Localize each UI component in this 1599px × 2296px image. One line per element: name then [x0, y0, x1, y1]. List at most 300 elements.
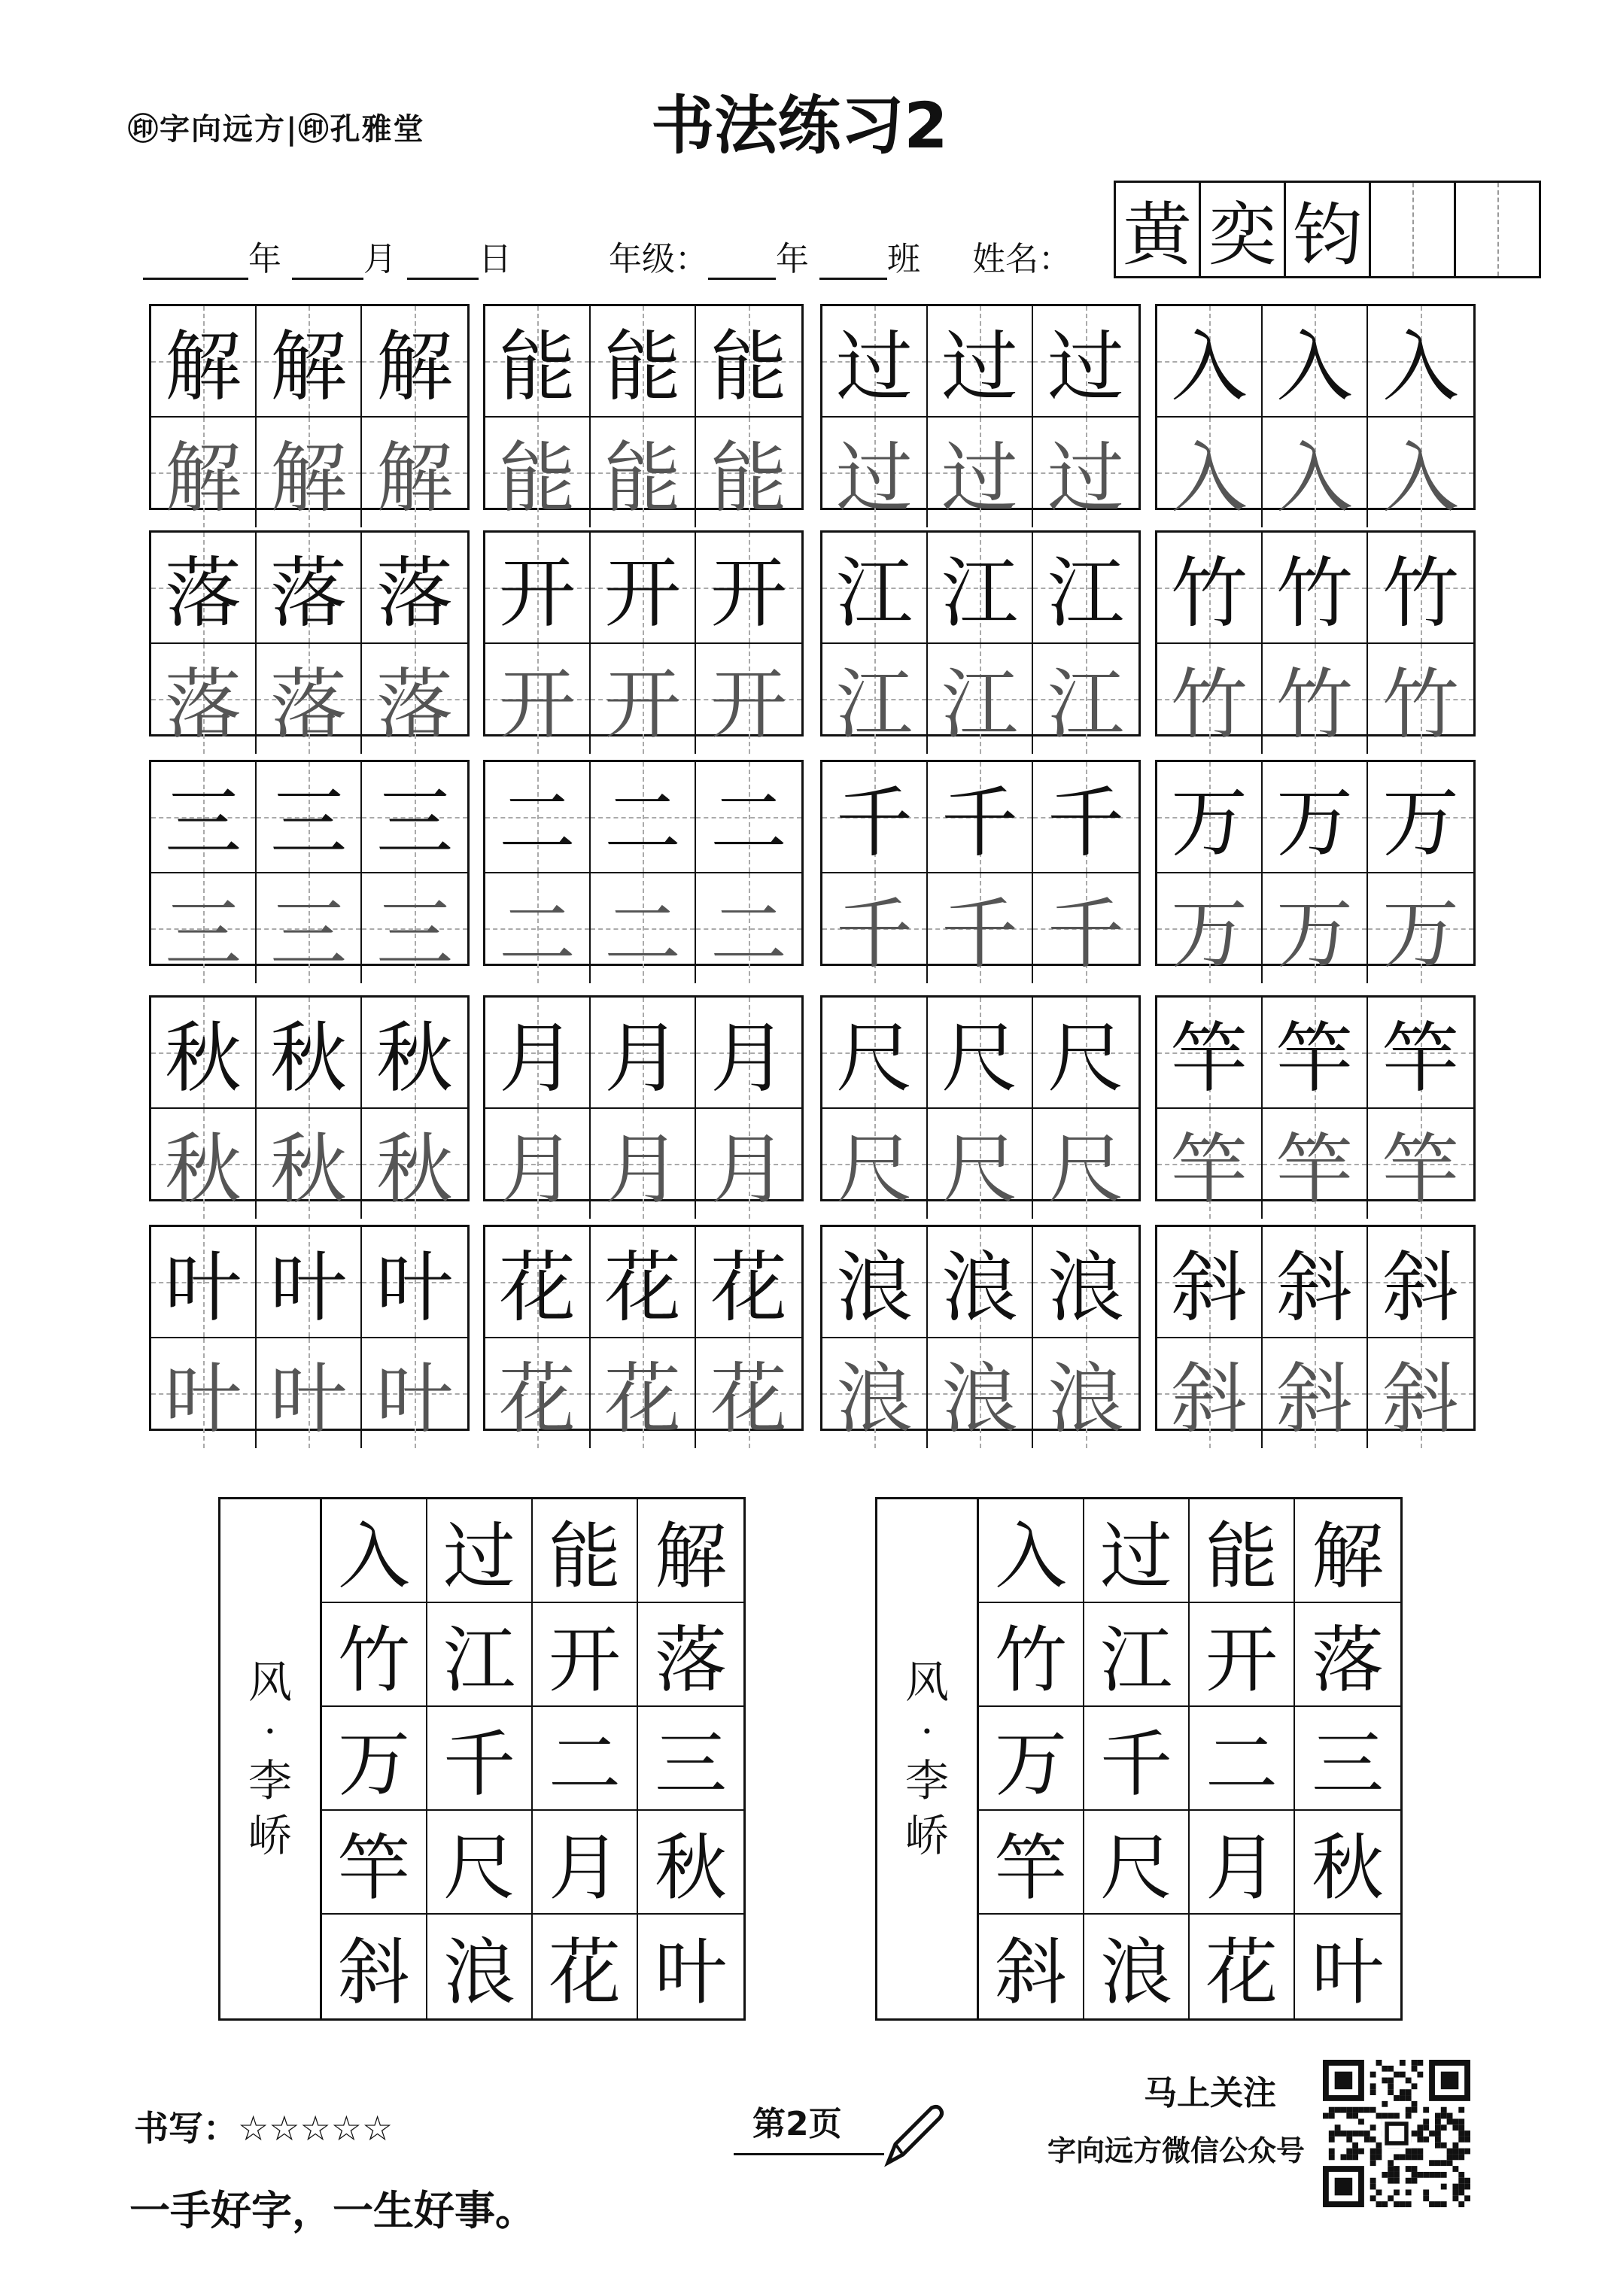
practice-cell[interactable] [1263, 762, 1368, 873]
practice-char: 三 [165, 890, 242, 979]
practice-char: 秋 [376, 1125, 453, 1215]
poem-char: 竿 [322, 1811, 427, 1915]
practice-char: 万 [1382, 779, 1459, 868]
practice-cell[interactable] [928, 1109, 1033, 1219]
practice-cell[interactable] [257, 873, 362, 983]
practice-cell[interactable] [1263, 644, 1368, 754]
poem-char: 竿 [979, 1811, 1084, 1915]
practice-char: 秋 [165, 1014, 242, 1104]
name-box[interactable] [1114, 181, 1541, 277]
practice-cell[interactable] [822, 873, 928, 983]
poem-char: 万 [979, 1707, 1084, 1811]
practice-cell[interactable] [257, 1338, 362, 1448]
poem-char: 二 [533, 1707, 638, 1811]
practice-cell[interactable] [362, 1338, 467, 1448]
practice-cell[interactable] [696, 644, 801, 754]
practice-cell[interactable] [362, 418, 467, 527]
poem-char: 千 [1084, 1707, 1190, 1811]
practice-char: 三 [165, 779, 242, 868]
practice-char: 叶 [165, 1244, 242, 1333]
slogan: 一手好字，一生好事。 [129, 2187, 536, 2234]
practice-char: 竹 [1276, 661, 1353, 750]
practice-cell[interactable] [591, 1109, 696, 1219]
practice-char: 开 [710, 661, 787, 750]
poem-char: 花 [533, 1915, 638, 2018]
practice-cell[interactable] [257, 533, 362, 644]
poem-char: 斜 [322, 1915, 427, 2018]
poem-panel-left [218, 1497, 746, 2021]
practice-char: 万 [1171, 779, 1248, 868]
practice-char: 落 [376, 661, 453, 750]
practice-cell[interactable] [1157, 644, 1263, 754]
practice-cell[interactable] [1368, 533, 1473, 644]
practice-cell[interactable] [1033, 873, 1138, 983]
practice-cell[interactable] [928, 1338, 1033, 1448]
practice-char: 三 [270, 779, 347, 868]
month-blank[interactable] [292, 248, 363, 280]
practice-char: 江 [1047, 661, 1124, 750]
practice-block [483, 1225, 804, 1444]
poem-char: 斜 [979, 1915, 1084, 2018]
grade-year-label: 年 [776, 240, 809, 278]
practice-cell[interactable] [151, 1338, 257, 1448]
practice-block [483, 760, 804, 979]
practice-char: 解 [376, 323, 453, 412]
practice-char: 千 [941, 779, 1018, 868]
practice-char: 江 [836, 661, 913, 750]
poem-char: 江 [427, 1603, 533, 1707]
practice-char: 入 [1171, 434, 1248, 524]
practice-cell[interactable] [591, 998, 696, 1109]
practice-cell[interactable] [822, 1109, 928, 1219]
practice-cell[interactable] [1263, 1338, 1368, 1448]
poem-char: 解 [1295, 1499, 1400, 1603]
practice-char: 过 [941, 323, 1018, 412]
practice-char: 二 [604, 890, 681, 979]
practice-cell[interactable] [362, 998, 467, 1109]
practice-cell[interactable] [1368, 644, 1473, 754]
practice-char: 斜 [1382, 1244, 1459, 1333]
poem-char: 二 [1190, 1707, 1295, 1811]
practice-cell[interactable] [151, 418, 257, 527]
practice-char: 解 [270, 323, 347, 412]
practice-cell[interactable] [1033, 1109, 1138, 1219]
practice-char: 万 [1382, 890, 1459, 979]
info-line [143, 232, 1072, 280]
practice-cell[interactable] [151, 306, 257, 418]
practice-char: 解 [376, 434, 453, 524]
practice-block [149, 1225, 470, 1444]
practice-char: 过 [836, 323, 913, 412]
practice-cell[interactable] [822, 1227, 928, 1338]
practice-cell[interactable] [822, 1338, 928, 1448]
name-char: 钧 [1286, 181, 1371, 278]
practice-char: 月 [710, 1014, 787, 1104]
practice-char: 过 [1047, 434, 1124, 524]
practice-cell[interactable] [485, 998, 591, 1109]
month-label: 月 [363, 240, 397, 278]
poem-char: 月 [533, 1811, 638, 1915]
practice-char: 江 [836, 549, 913, 639]
practice-cell[interactable] [1368, 1109, 1473, 1219]
practice-cell[interactable] [928, 306, 1033, 418]
grade-blank[interactable] [708, 248, 776, 280]
practice-block [820, 304, 1141, 524]
practice-char: 叶 [376, 1244, 453, 1333]
practice-cell[interactable] [591, 1338, 696, 1448]
practice-cell[interactable] [822, 306, 928, 418]
practice-cell[interactable] [1033, 306, 1138, 418]
practice-char: 斜 [1382, 1355, 1459, 1444]
poem-char: 竹 [322, 1603, 427, 1707]
practice-cell[interactable] [928, 418, 1033, 527]
practice-cell[interactable] [1263, 418, 1368, 527]
practice-block [149, 995, 470, 1215]
practice-cell[interactable] [696, 1227, 801, 1338]
practice-cell[interactable] [591, 306, 696, 418]
practice-cell[interactable] [1033, 762, 1138, 873]
practice-block [483, 304, 804, 524]
practice-cell[interactable] [1263, 1109, 1368, 1219]
practice-char: 过 [1047, 323, 1124, 412]
practice-cell[interactable] [362, 1227, 467, 1338]
practice-char: 花 [710, 1355, 787, 1444]
practice-cell[interactable] [362, 762, 467, 873]
poem-char: 秋 [638, 1811, 743, 1915]
practice-cell[interactable] [151, 873, 257, 983]
practice-char: 尺 [836, 1014, 913, 1104]
practice-char: 二 [499, 890, 576, 979]
practice-char: 千 [836, 779, 913, 868]
poem-grid [979, 1499, 1400, 2018]
poem-side [877, 1499, 979, 2018]
practice-cell[interactable] [257, 1109, 362, 1219]
poem-char: 三 [1295, 1707, 1400, 1811]
practice-cell[interactable] [1033, 998, 1138, 1109]
practice-char: 落 [165, 661, 242, 750]
poem-author-char: 李 [904, 1755, 949, 1807]
practice-cell[interactable] [696, 1109, 801, 1219]
practice-cell[interactable] [1263, 1227, 1368, 1338]
practice-char: 落 [270, 549, 347, 639]
practice-cell[interactable] [822, 533, 928, 644]
practice-block [149, 760, 470, 979]
practice-cell[interactable] [822, 418, 928, 527]
practice-block [820, 530, 1141, 750]
practice-cell[interactable] [257, 418, 362, 527]
practice-block [1155, 530, 1476, 750]
practice-cell[interactable] [591, 644, 696, 754]
practice-cell[interactable] [1157, 418, 1263, 527]
practice-char: 浪 [941, 1244, 1018, 1333]
page-underline [734, 2153, 884, 2155]
practice-cell[interactable] [485, 418, 591, 527]
practice-cell[interactable] [1368, 306, 1473, 418]
practice-cell[interactable] [1368, 762, 1473, 873]
practice-char: 入 [1382, 323, 1459, 412]
rating[interactable]: 书写：☆☆☆☆☆ [134, 2108, 394, 2149]
practice-char: 秋 [376, 1014, 453, 1104]
practice-char: 二 [499, 779, 576, 868]
practice-char: 能 [499, 323, 576, 412]
practice-char: 落 [376, 549, 453, 639]
logo: ㊞字向远方|㊞孔雅堂 [128, 111, 425, 147]
practice-cell[interactable] [485, 533, 591, 644]
poem-char: 落 [1295, 1603, 1400, 1707]
practice-cell[interactable] [591, 762, 696, 873]
practice-char: 过 [941, 434, 1018, 524]
pen-icon [873, 2099, 948, 2174]
practice-cell[interactable] [928, 873, 1033, 983]
practice-char: 江 [941, 549, 1018, 639]
practice-cell[interactable] [362, 644, 467, 754]
practice-char: 秋 [270, 1125, 347, 1215]
practice-cell[interactable] [151, 644, 257, 754]
practice-cell[interactable] [1157, 998, 1263, 1109]
poem-char: 尺 [427, 1811, 533, 1915]
poem-char: 过 [427, 1499, 533, 1603]
practice-cell[interactable] [485, 644, 591, 754]
practice-block [149, 304, 470, 524]
practice-cell[interactable] [151, 1109, 257, 1219]
practice-cell[interactable] [1368, 1338, 1473, 1448]
practice-cell[interactable] [822, 762, 928, 873]
practice-cell[interactable] [1157, 1227, 1263, 1338]
practice-cell[interactable] [151, 998, 257, 1109]
practice-char: 叶 [165, 1355, 242, 1444]
practice-cell[interactable] [257, 1227, 362, 1338]
practice-char: 千 [1047, 890, 1124, 979]
practice-cell[interactable] [928, 644, 1033, 754]
practice-char: 尺 [1047, 1014, 1124, 1104]
page-number: 第2页 [752, 2105, 842, 2143]
name-cell-empty[interactable] [1456, 181, 1541, 278]
poem-char: 入 [979, 1499, 1084, 1603]
practice-cell[interactable] [822, 644, 928, 754]
name-cell-empty[interactable] [1371, 181, 1456, 278]
practice-cell[interactable] [1033, 1338, 1138, 1448]
practice-cell[interactable] [1368, 418, 1473, 527]
poem-char: 浪 [427, 1915, 533, 2018]
year-blank[interactable] [143, 248, 248, 280]
practice-char: 千 [1047, 779, 1124, 868]
practice-cell[interactable] [1157, 873, 1263, 983]
practice-char: 月 [710, 1125, 787, 1215]
practice-char: 叶 [270, 1355, 347, 1444]
poem-char: 解 [638, 1499, 743, 1603]
practice-cell[interactable] [1157, 533, 1263, 644]
poem-char: 开 [1190, 1603, 1295, 1707]
practice-char: 竿 [1171, 1125, 1248, 1215]
practice-cell[interactable] [1368, 1227, 1473, 1338]
practice-char: 竹 [1276, 549, 1353, 639]
practice-cell[interactable] [151, 1227, 257, 1338]
practice-char: 花 [604, 1355, 681, 1444]
year-label: 年 [248, 240, 281, 278]
practice-cell[interactable] [362, 873, 467, 983]
practice-char: 落 [270, 661, 347, 750]
practice-cell[interactable] [591, 1227, 696, 1338]
day-blank[interactable] [407, 248, 479, 280]
practice-char: 开 [710, 549, 787, 639]
practice-char: 二 [710, 890, 787, 979]
practice-cell[interactable] [1157, 1338, 1263, 1448]
practice-cell[interactable] [696, 873, 801, 983]
poem-char: 秋 [1295, 1811, 1400, 1915]
practice-cell[interactable] [696, 1338, 801, 1448]
practice-char: 开 [499, 549, 576, 639]
practice-char: 能 [499, 434, 576, 524]
practice-cell[interactable] [485, 762, 591, 873]
practice-block [820, 1225, 1141, 1444]
practice-char: 浪 [836, 1244, 913, 1333]
practice-cell[interactable] [696, 306, 801, 418]
practice-cell[interactable] [151, 533, 257, 644]
practice-block [483, 530, 804, 750]
practice-cell[interactable] [485, 873, 591, 983]
practice-cell[interactable] [1368, 998, 1473, 1109]
practice-cell[interactable] [485, 1338, 591, 1448]
practice-cell[interactable] [1033, 418, 1138, 527]
practice-cell[interactable] [1033, 533, 1138, 644]
practice-char: 花 [499, 1355, 576, 1444]
practice-char: 能 [604, 434, 681, 524]
practice-char: 浪 [836, 1355, 913, 1444]
poem-dot: · [263, 1708, 277, 1756]
practice-char: 月 [604, 1125, 681, 1215]
practice-cell[interactable] [257, 998, 362, 1109]
practice-cell[interactable] [257, 644, 362, 754]
practice-cell[interactable] [1157, 306, 1263, 418]
practice-char: 开 [499, 661, 576, 750]
practice-char: 尺 [941, 1014, 1018, 1104]
practice-cell[interactable] [928, 762, 1033, 873]
practice-block [820, 995, 1141, 1215]
class-blank[interactable] [819, 248, 887, 280]
practice-cell[interactable] [1157, 762, 1263, 873]
practice-char: 三 [376, 890, 453, 979]
poem-title: 风 [904, 1656, 949, 1708]
practice-char: 月 [499, 1014, 576, 1104]
poem-char: 江 [1084, 1603, 1190, 1707]
practice-char: 万 [1171, 890, 1248, 979]
practice-cell[interactable] [362, 306, 467, 418]
practice-cell[interactable] [591, 873, 696, 983]
practice-cell[interactable] [485, 306, 591, 418]
practice-char: 能 [710, 323, 787, 412]
practice-char: 月 [499, 1125, 576, 1215]
practice-cell[interactable] [696, 998, 801, 1109]
practice-cell[interactable] [151, 762, 257, 873]
practice-block [820, 760, 1141, 979]
practice-cell[interactable] [1033, 644, 1138, 754]
practice-cell[interactable] [362, 533, 467, 644]
practice-char: 斜 [1276, 1355, 1353, 1444]
poem-char: 入 [322, 1499, 427, 1603]
practice-char: 秋 [270, 1014, 347, 1104]
poem-char: 月 [1190, 1811, 1295, 1915]
practice-cell[interactable] [696, 418, 801, 527]
poem-char: 叶 [1312, 1930, 1384, 2015]
practice-cell[interactable] [485, 1227, 591, 1338]
practice-cell[interactable] [928, 1227, 1033, 1338]
practice-cell[interactable] [257, 762, 362, 873]
poem-char: 竹 [979, 1603, 1084, 1707]
practice-char: 能 [604, 323, 681, 412]
practice-char: 竹 [1382, 549, 1459, 639]
practice-char: 解 [165, 323, 242, 412]
practice-char: 入 [1171, 323, 1248, 412]
practice-cell[interactable] [257, 306, 362, 418]
follow-text: 马上关注 [1144, 2074, 1276, 2112]
practice-cell[interactable] [1263, 873, 1368, 983]
practice-cell[interactable] [362, 1109, 467, 1219]
poem-side [220, 1499, 322, 2018]
practice-cell[interactable] [928, 533, 1033, 644]
practice-char: 尺 [1047, 1125, 1124, 1215]
practice-char: 尺 [941, 1125, 1018, 1215]
practice-cell[interactable] [485, 1109, 591, 1219]
practice-cell[interactable] [1263, 533, 1368, 644]
poem-grid [322, 1499, 743, 2018]
poem-author-char: 峤 [248, 1809, 292, 1861]
practice-block [1155, 995, 1476, 1215]
practice-cell[interactable] [591, 418, 696, 527]
practice-block [1155, 304, 1476, 524]
practice-char: 竹 [1382, 661, 1459, 750]
practice-char: 落 [165, 549, 242, 639]
practice-cell[interactable] [822, 998, 928, 1109]
practice-block [1155, 1225, 1476, 1444]
practice-cell[interactable] [696, 762, 801, 873]
practice-char: 斜 [1276, 1244, 1353, 1333]
class-label: 班 [887, 240, 920, 278]
practice-cell[interactable] [1033, 1227, 1138, 1338]
practice-char: 开 [604, 549, 681, 639]
practice-cell[interactable] [696, 533, 801, 644]
practice-char: 浪 [1047, 1244, 1124, 1333]
poem-char: 尺 [1084, 1811, 1190, 1915]
practice-char: 入 [1276, 323, 1353, 412]
practice-cell[interactable] [1368, 873, 1473, 983]
practice-char: 竿 [1171, 1014, 1248, 1104]
name-char: 奕 [1201, 181, 1286, 278]
practice-char: 千 [836, 890, 913, 979]
qr-code-icon[interactable] [1323, 2060, 1470, 2207]
poem-char: 过 [1084, 1499, 1190, 1603]
practice-char: 二 [604, 779, 681, 868]
practice-char: 叶 [270, 1244, 347, 1333]
practice-cell[interactable] [928, 998, 1033, 1109]
practice-char: 万 [1276, 779, 1353, 868]
practice-cell[interactable] [1263, 998, 1368, 1109]
practice-char: 竹 [1171, 549, 1248, 639]
practice-cell[interactable] [1157, 1109, 1263, 1219]
practice-char: 解 [165, 434, 242, 524]
name-char: 黄 [1114, 181, 1201, 278]
poem-char: 千 [427, 1707, 533, 1811]
day-label: 日 [479, 240, 512, 278]
practice-char: 入 [1382, 434, 1459, 524]
poem-title: 风 [248, 1656, 292, 1708]
practice-char: 千 [941, 890, 1018, 979]
practice-char: 叶 [376, 1355, 453, 1444]
practice-cell[interactable] [591, 533, 696, 644]
practice-char: 花 [710, 1244, 787, 1333]
practice-cell[interactable] [1263, 306, 1368, 418]
poem-char: 三 [638, 1707, 743, 1811]
practice-char: 江 [941, 661, 1018, 750]
